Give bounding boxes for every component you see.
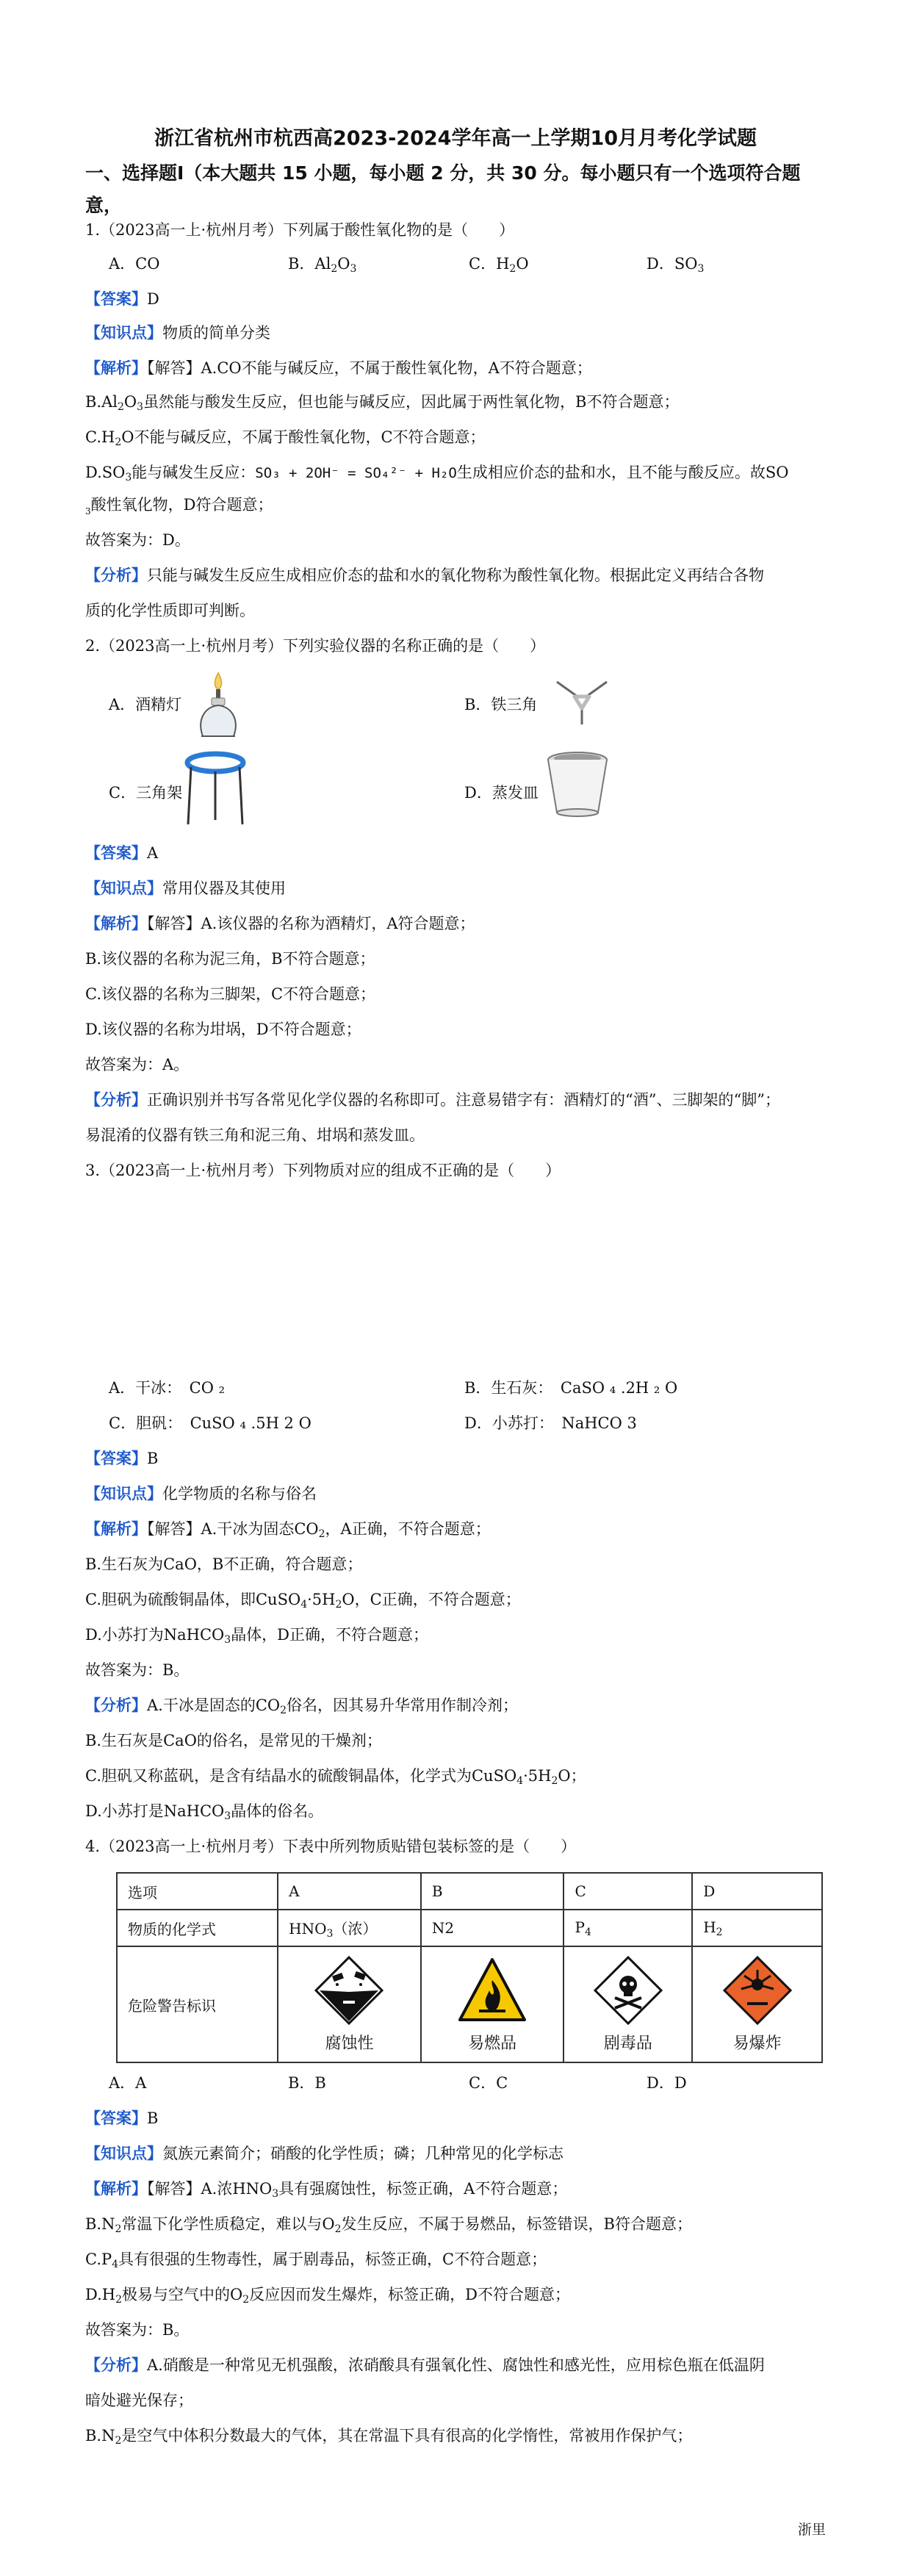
q4-stem: 4.（2023高一上·杭州月考）下表中所列物质贴错包装标签的是（ ） [85,1838,577,1855]
crucible-icon [542,748,613,819]
q4-knowledge-point: 【知识点】氮族元素简介；硝酸的化学性质；磷；几种常见的化学标志 [85,2144,563,2162]
q4-option-a: A．A [109,2074,147,2092]
table-cell: D [692,1873,822,1910]
page-title: 浙江省杭州市杭西高2023-2024学年高一上学期10月月考化学试题 [154,127,757,150]
q3-knowledge-point: 【知识点】化学物质的名称与俗名 [85,1484,317,1503]
q1-analysis-line: $C.H_2O$不能与碱反应，不属于酸性氧化物，C不符合题意； [85,428,486,448]
q3-option-d: D．小苏打： NaHCO 3 [464,1414,637,1432]
q3-remark-line: C.胆矾又称蓝矾，是含有结晶水的硫酸铜晶体，化学式为$CuSO_4\cdot 5H_2O$； [85,1767,586,1787]
q4-analysis-line: $D.H_2$极易与空气中的$O_2$反应因而发生爆炸，标签正确，D不符合题意； [85,2286,570,2306]
q4-option-c: C．C [469,2074,508,2092]
sign-label: 剧毒品 [603,2034,652,2053]
table-cell: 选项 [117,1873,278,1910]
q3-analysis-line: 【解析】【解答】A.干冰为固态$CO_2$，A正确，不符合题意； [85,1519,491,1540]
q2-remark-line: 易混淆的仪器有铁三角和泥三角、坩埚和蒸发皿。 [85,1126,425,1144]
q2-analysis-line: C.该仪器的名称为三脚架，C不符合题意； [85,985,376,1003]
q2-option-b: B．铁三角 [464,696,538,713]
q4-analysis-line: 故答案为：B。 [85,2321,190,2339]
q2-option-a: A．酒精灯 [109,696,182,713]
q3-analysis-line: B.生石灰为CaO，B不正确，符合题意； [85,1555,363,1573]
corrosive-sign [314,1955,384,2054]
q3-option-a: A．干冰： CO ₂ [109,1379,226,1397]
q2-remark-line: 【分析】正确识别并书写各常见化学仪器的名称即可。注意易错字有：酒精灯的“酒”、三脚架的“脚”； [85,1090,780,1109]
sign-label: 腐蚀性 [325,2034,374,2053]
q4-remark-line: $B.N_2$是空气中体积分数最大的气体，其在常温下具有很高的化学惰性，常被用作保护气； [85,2427,693,2447]
q2-analysis-line: 故答案为：A。 [85,1056,190,1073]
q3-answer: 【答案】B [85,1449,159,1467]
q2-analysis-line: B.该仪器的名称为泥三角，B不符合题意； [85,950,375,968]
table-row [117,1873,822,1910]
q4-analysis-line: $B.N_2$常温下化学性质稳定，难以与$O_2$发生反应，不属于易燃品，标签错误，B符合题意； [85,2215,692,2235]
q1-stem: 1.（2023高一上·杭州月考）下列属于酸性氧化物的是（ ） [85,221,515,239]
sign-label: 易爆炸 [732,2034,782,2053]
q1-analysis-line: 【解析】【解答】A.CO不能与碱反应，不属于酸性氧化物，A不符合题意； [85,359,592,377]
q2-answer: 【答案】A [85,843,159,862]
flammable-sign [457,1955,527,2054]
table-row [117,1946,822,2062]
q1-option-d: D．$SO_3$ [647,255,705,275]
q3-remark-line: 【分析】A.干冰是固态的$CO_2$俗名，因其易升华常用作制冷剂； [85,1696,519,1716]
flame-triangle-icon [457,1955,527,2026]
q4-analysis-line: 【解析】【解答】A.浓$HNO_3$具有强腐蚀性，标签正确，A不符合题意； [85,2179,568,2200]
q2-knowledge-point: 【知识点】常用仪器及其使用 [85,879,286,897]
table-cell: 危险警告标识 [117,1946,278,2062]
q4-remark-line: 【分析】A.硝酸是一种常见无机强酸，浓硝酸具有强氧化性、腐蚀性和感光性，应用棕色瓶在低温阴 [85,2356,765,2374]
corrosive-diamond-icon [314,1955,384,2026]
table-cell: $HNO_3$（浓） [278,1910,421,1946]
hazard-label-table [116,1872,823,2063]
q3-stem: 3.（2023高一上·杭州月考）下列物质对应的组成不正确的是（ ） [85,1162,561,1179]
q3-analysis-line: D.小苏打为NaHCO$_3$晶体，D正确，不符合题意； [85,1626,429,1646]
q2-option-c: C．三角架 [109,784,183,802]
table-cell: N2 [421,1910,564,1946]
table-row [117,1910,822,1946]
skull-crossbones-icon [593,1955,663,2026]
q4-answer: 【答案】B [85,2109,159,2127]
table-cell: 物质的化学式 [117,1910,278,1946]
q1-analysis-line: $_3$酸性氧化物，D符合题意； [85,496,273,517]
table-cell: $P_4$ [563,1910,692,1946]
table-cell [692,1946,822,2062]
tripod-stand-icon [182,748,248,829]
q4-remark-line: 暗处避光保存； [85,2392,193,2409]
explosive-sign [722,1955,793,2054]
q1-knowledge-point: 【知识点】物质的简单分类 [85,323,270,342]
q1-analysis-line: $D.SO_3$能与碱发生反应：SO₃ + 2OH⁻ = SO₄²⁻ + H₂O生成相应价态的盐和水，且不能与酸反应。故SO [85,464,789,483]
q1-option-c: C．$H_2O$ [469,255,529,275]
q4-analysis-line: $C.P_4$具有很强的生物毒性，属于剧毒品，标签正确，C不符合题意； [85,2251,547,2270]
table-cell: A [278,1873,421,1910]
q1-answer: 【答案】D [85,289,159,308]
explosion-diamond-icon [722,1955,793,2026]
q1-remark-line: 【分析】只能与碱发生反应生成相应价态的盐和水的氧化物称为酸性氧化物。根据此定义再结合各物 [85,566,764,584]
q3-remark-line: B.生石灰是CaO的俗名，是常见的干燥剂； [85,1732,382,1749]
table-cell [563,1946,692,2062]
q3-analysis-line: 故答案为：B。 [85,1661,190,1679]
q1-option-b: B．$Al_2O_3$ [288,255,357,275]
q1-remark-line: 质的化学性质即可判断。 [85,602,255,619]
q3-remark-line: D.小苏打是NaHCO$_3$晶体的俗名。 [85,1802,324,1822]
q3-option-b: B．生石灰： CaSO ₄ .2H ₂ O [464,1379,678,1397]
table-cell [278,1946,421,2062]
section-heading: 一、选择题Ⅰ（本大题共 15 小题，每小题 2 分，共 30 分。每小题只有一个选项符合题意， [85,162,801,216]
q1-analysis-line: $B.Al_2O_3$虽然能与酸发生反应，但也能与碱反应，因此属于两性氧化物，B不符合题意； [85,393,680,413]
table-cell: $H_2$ [692,1910,822,1946]
toxic-sign [593,1955,663,2054]
table-cell: B [421,1873,564,1910]
q3-analysis-line: C.胆矾为硫酸铜晶体，即$CuSO_4\cdot 5H_2O$，C正确，不符合题意； [85,1591,521,1611]
q2-option-d: D．蒸发皿 [464,784,539,802]
table-cell [421,1946,564,2062]
table-cell: C [563,1873,692,1910]
q4-option-b: B．B [288,2074,326,2092]
sign-label: 易燃品 [468,2034,517,2053]
q2-stem: 2.（2023高一上·杭州月考）下列实验仪器的名称正确的是（ ） [85,637,546,655]
page-footer: 浙里 [797,2522,826,2538]
q1-option-a: A．CO [109,255,160,273]
clay-triangle-icon [552,676,611,729]
q4-option-d: D．D [647,2074,687,2092]
q2-analysis-line: 【解析】【解答】A.该仪器的名称为酒精灯，A符合题意； [85,914,475,932]
q2-analysis-line: D.该仪器的名称为坩埚，D不符合题意； [85,1021,361,1038]
q3-option-c: C．胆矾： CuSO ₄ .5H 2 O [109,1414,312,1432]
alcohol-lamp-icon [192,669,244,742]
q1-analysis-line: 故答案为：D。 [85,531,190,549]
